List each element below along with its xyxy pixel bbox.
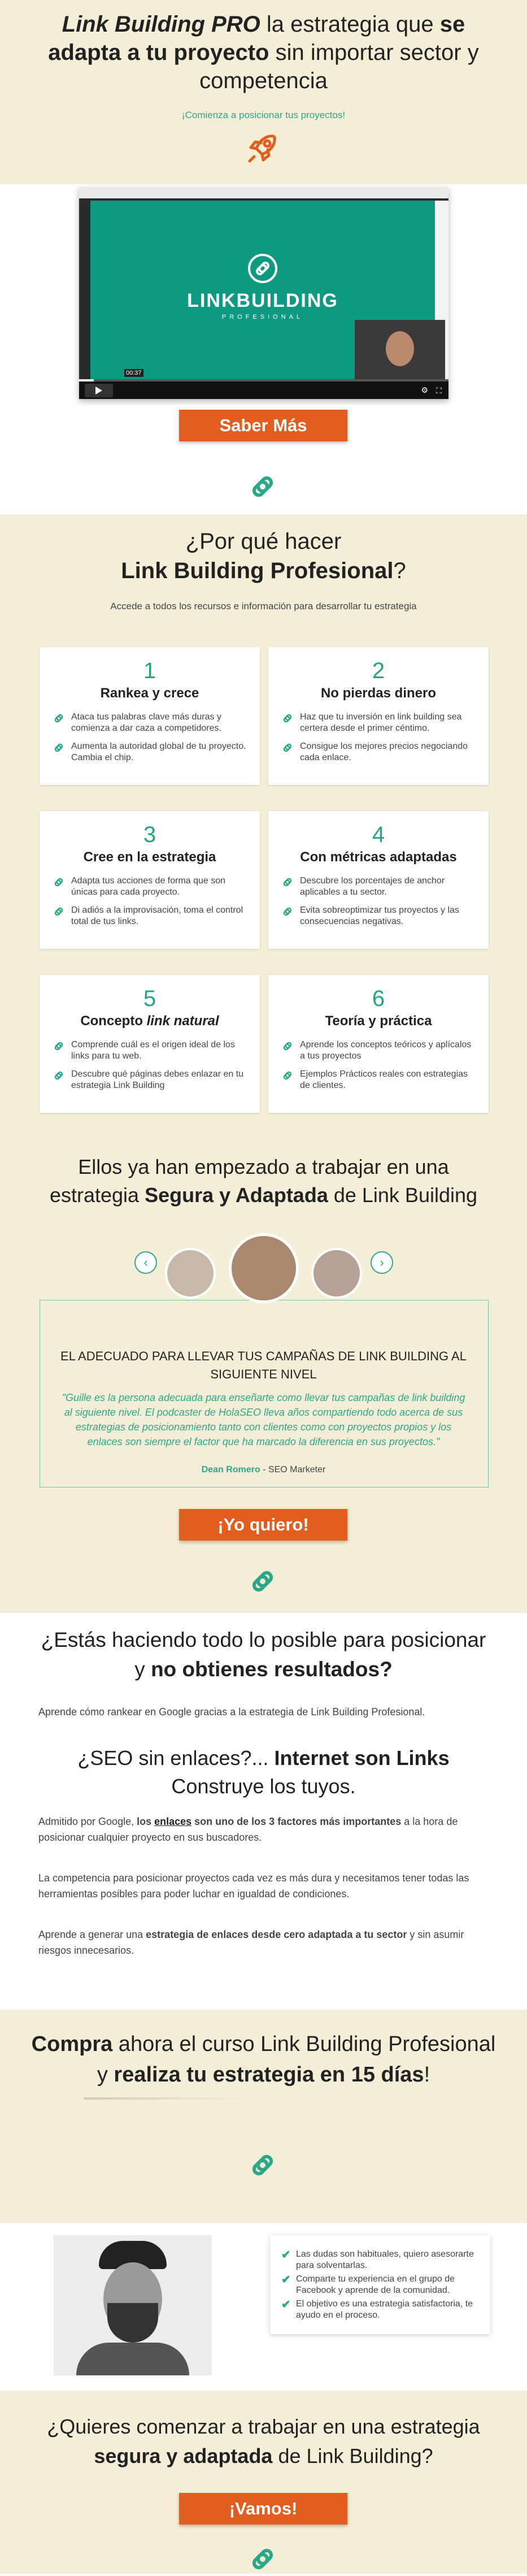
quote-text: "Guille es la persona adecuada para enseñarte como llevar tus campañas de link building al siguiente nivel. El podcaster de HolaSEO lleva años compartiendo todo acerca de sus estrategias de posicionamiento tanto con clientes como con proyectos propios y los enlaces son siempre el factor que ha marcado la diferencia en sus proyectos.": [62, 1392, 465, 1447]
link-icon: [282, 713, 293, 724]
about-item: ✔ Comparte tu experiencia en el grupo de Facebook y aprende de la comunidad.: [281, 2274, 455, 2295]
card-number: 6: [372, 986, 385, 1011]
feature-card-1: [40, 647, 260, 785]
presenter-webcam: [355, 320, 445, 388]
feature-card-4: [268, 811, 489, 949]
next-arrow[interactable]: ›: [371, 1251, 393, 1274]
presenter-face: [386, 331, 414, 366]
doing-section: [0, 1613, 527, 2010]
card-item: Haz que tu inversión en link building sea certera desde el primer céntimo.: [282, 712, 475, 734]
avatar-center[interactable]: [229, 1233, 299, 1303]
link-icon: [246, 2148, 280, 2182]
instructor-beard: [107, 2303, 158, 2343]
instructor-photo: [54, 2235, 212, 2375]
enlaces-link[interactable]: enlaces: [154, 1816, 192, 1827]
link-icon: [246, 2542, 280, 2576]
rocket-icon: [244, 127, 284, 167]
play-button[interactable]: [85, 384, 113, 397]
link-icon: [53, 713, 64, 724]
check-icon: ✔: [281, 2249, 291, 2261]
final-heading: ¿Quieres comenzar a trabajar en una estrategia segura y adaptada de Link Building?: [47, 2415, 480, 2467]
doing-p3: Aprende a generar una estrategia de enlaces desde cero adaptada a tu sector y sin asumir riesgos innecesarios.: [38, 1929, 464, 1956]
card-item: Consigue los mejores precios negociando cada enlace.: [282, 741, 475, 764]
quote-title: EL ADECUADO PARA LLEVAR TUS CAMPAÑAS DE LINK BUILDING AL SIGUIENTE NIVEL: [60, 1349, 467, 1381]
why-title: ¿Por qué hacer Link Building Profesional?: [121, 529, 406, 583]
prev-arrow[interactable]: ‹: [134, 1251, 157, 1274]
about-section: [0, 2223, 527, 2391]
feature-card-2: [268, 647, 489, 785]
card-item: Aprende los conceptos teóricos y aplícalos a tus proyectos: [282, 1039, 475, 1062]
hero-title: Link Building PRO la estrategia que se adapta a tu proyecto sin importar sector y competencia: [48, 12, 479, 93]
buy-heading: Compra ahora el curso Link Building Profesional y realiza tu estrategia en 15 días!: [31, 2032, 496, 2087]
play-icon: [95, 387, 102, 394]
card-number: 4: [372, 822, 385, 847]
doing-p1: Admitido por Google, los enlaces son uno de los 3 factores más importantes a la hora de posicionar cualquier proyecto en sus buscadores.: [38, 1816, 458, 1843]
video-time: 00:37: [124, 369, 143, 377]
hero-section: [0, 0, 527, 184]
link-icon: [282, 742, 293, 753]
card-item: Aumenta la autoridad global de tu proyecto. Cambia el chip.: [53, 741, 246, 764]
final-section: [0, 2391, 527, 2574]
card-item: Di adiós a la improvisación, toma el control total de tus links.: [53, 905, 246, 927]
vamos-button[interactable]: ¡Vamos!: [179, 2493, 347, 2525]
instructor-shirt: [76, 2343, 189, 2375]
link-icon: [53, 877, 64, 888]
card-item: Ataca tus palabras clave más duras y comienza a dar caza a competidores.: [53, 712, 246, 734]
link-icon: [282, 906, 293, 917]
link-icon: [246, 470, 280, 504]
link-icon: [282, 1070, 293, 1081]
link-icon: [282, 877, 293, 888]
feature-card-6: [268, 975, 489, 1113]
card-item: Descubre qué páginas debes enlazar en tu estrategia Link Building: [53, 1069, 246, 1091]
browser-bar: [79, 187, 448, 198]
link-icon: [53, 906, 64, 917]
why-subtitle: Accede a todos los recursos e información para desarrollar tu estrategia: [110, 601, 417, 612]
doing-title: ¿Estás haciendo todo lo posible para posicionar y no obtienes resultados?: [41, 1628, 486, 1681]
why-section: [0, 514, 527, 1147]
testimonials-heading: Ellos ya han empezado a trabajar en una estrategia Segura y Adaptada de Link Building: [49, 1155, 478, 1207]
doing-p2: La competencia para posicionar proyectos cada vez es más dura y necesitamos tener todas las herramientas posibles para poder luchar en igualdad de condiciones.: [38, 1872, 469, 1900]
avatar-left[interactable]: [165, 1248, 216, 1299]
link-icon: [246, 1564, 280, 1598]
logo-text: LINKBUILDING: [187, 290, 338, 311]
saber-mas-button[interactable]: Saber Más: [179, 410, 347, 441]
quote-author: Dean Romero - SEO Marketer: [201, 1465, 326, 1475]
card-title: Teoría y práctica: [325, 1013, 432, 1029]
feature-card-3: [40, 811, 260, 949]
card-number: 5: [143, 986, 156, 1011]
card-item: Evita sobreoptimizar tus proyectos y las consecuencias negativas.: [282, 905, 475, 927]
card-item: Descubre los porcentajes de anchor aplicables a tu sector.: [282, 875, 475, 898]
video-section: [0, 184, 527, 514]
seo-heading: ¿SEO sin enlaces?... Internet son Links Construye los tuyos.: [77, 1746, 450, 1798]
feature-card-5: [40, 975, 260, 1113]
card-number: 1: [143, 658, 156, 683]
about-item: ✔ Las dudas son habituales, quiero asesorarte para solventarlas.: [281, 2249, 474, 2270]
yo-quiero-button[interactable]: ¡Yo quiero!: [179, 1509, 347, 1541]
video-controls: [79, 370, 448, 399]
settings-icon[interactable]: ⚙: [421, 385, 428, 394]
card-title: Rankea y crece: [100, 686, 199, 701]
check-icon: ✔: [281, 2274, 291, 2286]
card-title: Cree en la estrategia: [83, 849, 216, 865]
card-item: Adapta tus acciones de forma que son únicas para cada proyecto.: [53, 875, 246, 898]
divider: [84, 2097, 253, 2100]
card-title: No pierdas dinero: [320, 686, 437, 701]
testimonials-section: [0, 1147, 527, 1613]
card-number: 2: [372, 658, 385, 683]
check-icon: ✔: [281, 2299, 291, 2311]
card-title: Con métricas adaptadas: [300, 849, 457, 865]
logo-link-icon: [247, 253, 278, 284]
card-number: 3: [143, 822, 156, 847]
fullscreen-icon[interactable]: ⛶: [436, 386, 442, 395]
card-title: Concepto link natural: [80, 1013, 219, 1029]
buy-section: [0, 2010, 527, 2223]
link-icon: [53, 1070, 64, 1081]
link-icon: [53, 1040, 64, 1052]
link-icon: [282, 1040, 293, 1052]
avatar-right[interactable]: [311, 1248, 362, 1299]
about-item: ✔ El objetivo es una estrategia satisfactoria, te ayudo en el proceso.: [281, 2299, 473, 2320]
link-icon: [53, 742, 64, 753]
logo-subtitle: PROFESIONAL: [221, 314, 304, 320]
video-player[interactable]: [79, 187, 448, 399]
doing-intro: Aprende cómo rankear en Google gracias a la estrategia de Link Building Profesional.: [38, 1706, 425, 1718]
card-item: Ejemplos Prácticos reales con estrategias de clientes.: [282, 1069, 475, 1091]
hero-subtitle: ¡Comienza a posicionar tus proyectos!: [181, 110, 346, 120]
about-card: [270, 2235, 490, 2334]
card-item: Comprende cuál es el origen ideal de los links para tu web.: [53, 1039, 246, 1062]
